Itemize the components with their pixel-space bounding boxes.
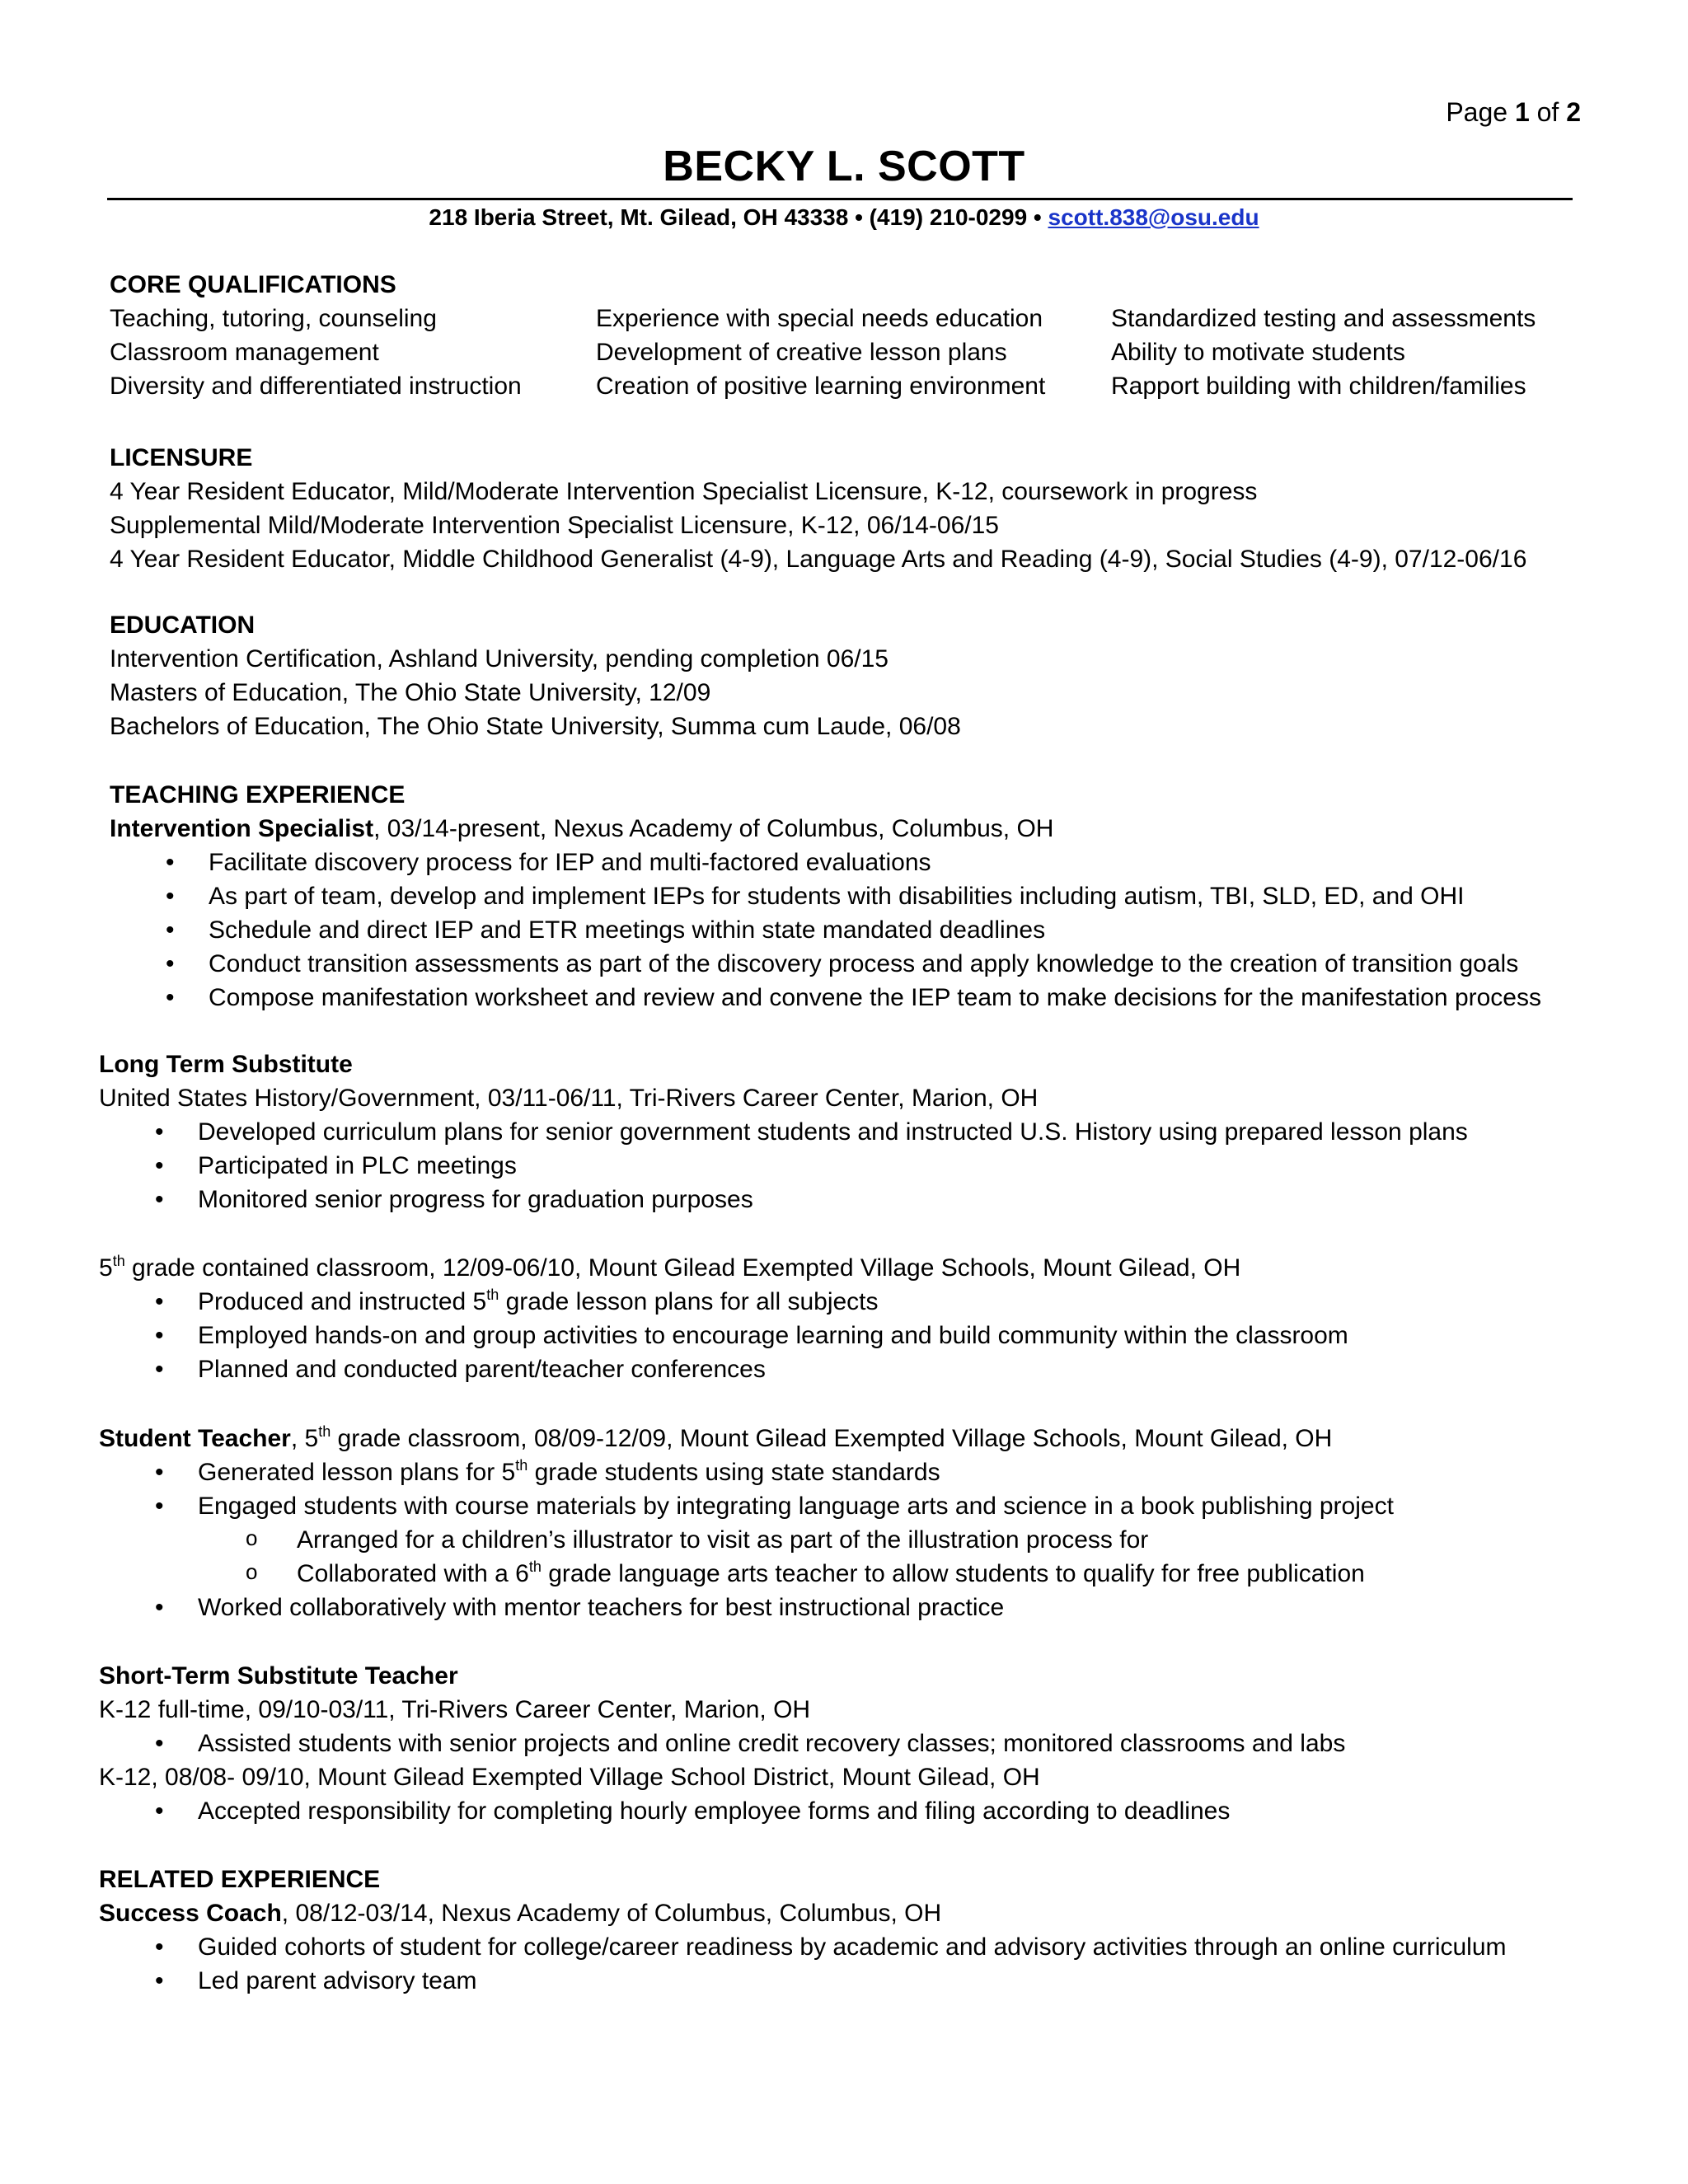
bullet-item: • Employed hands-on and group activities to encourage learning and build community within the classroom: [99, 1319, 1348, 1352]
licensure-item: 4 Year Resident Educator, Middle Childhood Generalist (4-9), Language Arts and Reading (4-9), Social Studies (4-9), 07/12-06/16: [110, 546, 1527, 573]
page-current: 1: [1514, 97, 1530, 127]
job-details: , 08/12-03/14, Nexus Academy of Columbus, Columbus, OH: [281, 1900, 942, 1927]
ordinal-suffix: th: [486, 1286, 499, 1303]
sub-bullet-item: [99, 1557, 1394, 1591]
job-bullets: [99, 1794, 1345, 1828]
bullet-item: • Led parent advisory team: [99, 1964, 1507, 1998]
licensure-item: 4 Year Resident Educator, Mild/Moderate Intervention Specialist Licensure, K-12, coursework in progress: [110, 478, 1258, 505]
job-role: Intervention Specialist: [110, 815, 374, 842]
core-item: Teaching, tutoring, counseling: [110, 305, 437, 332]
teaching-experience-section: [110, 778, 1541, 1015]
job-details: K-12 full-time, 09/10-03/11, Tri-Rivers Career Center, Marion, OH: [99, 1696, 811, 1723]
job-bullets: [110, 846, 1541, 1015]
bullet-item: [99, 1455, 1394, 1489]
ordinal-suffix: th: [318, 1423, 331, 1440]
ordinal-suffix: th: [112, 1253, 125, 1269]
bullet-item: • Accepted responsibility for completing hourly employee forms and filing according to deadlines: [99, 1794, 1345, 1828]
bullet-item: • Schedule and direct IEP and ETR meetings within state mandated deadlines: [110, 913, 1541, 947]
section-heading-licensure: LICENSURE: [110, 444, 253, 471]
bullet-item: • As part of team, develop and implement IEPs for students with disabilities including autism, TBI, SLD, ED, and OHI: [110, 879, 1541, 913]
job-bullets: [99, 1455, 1394, 1523]
job-title-line: [99, 1422, 1394, 1455]
core-item: Ability to motivate students: [1111, 339, 1405, 366]
job-bullets: [99, 1727, 1345, 1760]
job-title-line: [99, 1251, 1348, 1285]
email-link[interactable]: scott.838@osu.edu: [1048, 204, 1259, 230]
bullet-item: • Guided cohorts of student for college/career readiness by academic and advisory activities through an online curriculum: [99, 1930, 1507, 1964]
job-title-line: [99, 1896, 1507, 1930]
job-details: K-12, 08/08- 09/10, Mount Gilead Exempted Village School District, Mount Gilead, OH: [99, 1764, 1040, 1791]
core-item: Diversity and differentiated instruction: [110, 373, 522, 400]
ordinal-suffix: th: [515, 1457, 528, 1474]
bullet-item: • Compose manifestation worksheet and review and convene the IEP team to make decisions for the manifestation process: [110, 981, 1541, 1015]
core-item: Classroom management: [110, 339, 379, 366]
bullet-item: • Worked collaboratively with mentor teachers for best instructional practice: [99, 1591, 1394, 1624]
licensure-section: [110, 441, 1526, 576]
job-short-term-substitute: [99, 1659, 1345, 1828]
bullet-item: • Participated in PLC meetings: [99, 1149, 1468, 1183]
job-bullets: [99, 1115, 1468, 1216]
job-title-line: [110, 812, 1541, 846]
bullet-item: • Assisted students with senior projects and online credit recovery classes; monitored classrooms and labs: [99, 1727, 1345, 1760]
page-of: of: [1536, 97, 1559, 127]
bullet-item: • Monitored senior progress for graduation purposes: [99, 1183, 1468, 1216]
job-bullets: [99, 1930, 1507, 1998]
bullet-text: grade students using state standards: [528, 1459, 940, 1486]
education-item: Bachelors of Education, The Ohio State University, Summa cum Laude, 06/08: [110, 713, 961, 740]
job-details: grade classroom, 08/09-12/09, Mount Gilead Exempted Village Schools, Mount Gilead, OH: [331, 1425, 1333, 1452]
job-role: Short-Term Substitute Teacher: [99, 1662, 458, 1690]
contact-address: 218 Iberia Street, Mt. Gilead, OH 43338 • (419) 210-0299 •: [429, 204, 1042, 230]
bullet-item: • Planned and conducted parent/teacher conferences: [99, 1352, 1348, 1386]
bullet-text: Generated lesson plans for 5: [198, 1459, 516, 1486]
licensure-item: Supplemental Mild/Moderate Intervention Specialist Licensure, K-12, 06/14-06/15: [110, 512, 999, 539]
core-item: Rapport building with children/families: [1111, 373, 1526, 400]
job-role: Success Coach: [99, 1900, 282, 1927]
core-item: Experience with special needs education: [596, 305, 1043, 332]
contact-line: [0, 202, 1688, 233]
job-details: , 03/14-present, Nexus Academy of Columbus, Columbus, OH: [373, 815, 1054, 842]
section-heading-related: RELATED EXPERIENCE: [99, 1866, 381, 1893]
bullet-text: grade lesson plans for all subjects: [499, 1288, 879, 1315]
education-item: Intervention Certification, Ashland University, pending completion 06/15: [110, 645, 889, 673]
job-details: grade contained classroom, 12/09-06/10, Mount Gilead Exempted Village Schools, Mount Gilead, OH: [124, 1254, 1241, 1282]
core-item: Creation of positive learning environment: [596, 373, 1046, 400]
sub-bullets: [99, 1523, 1394, 1591]
job-student-teacher: [99, 1422, 1394, 1624]
job-long-term-substitute: [99, 1047, 1468, 1216]
sub-bullet-item: o Arranged for a children’s illustrator to visit as part of the illustration process for: [99, 1523, 1394, 1557]
grade-number: 5: [99, 1254, 113, 1282]
page-total: 2: [1566, 97, 1581, 127]
bullet-item: • Conduct transition assessments as part of the discovery process and apply knowledge to the creation of transition goals: [110, 947, 1541, 981]
bullet-text: Collaborated with a 6: [297, 1560, 529, 1587]
core-qualifications-grid: [110, 302, 1581, 403]
bullet-item: • Engaged students with course materials by integrating language arts and science in a book publishing project: [99, 1489, 1394, 1523]
header-divider: [107, 198, 1573, 200]
core-item: Standardized testing and assessments: [1111, 305, 1536, 332]
job-details: United States History/Government, 03/11-06/11, Tri-Rivers Career Center, Marion, OH: [99, 1085, 1039, 1112]
resume-name: BECKY L. SCOTT: [663, 143, 1025, 190]
job-details: , 5: [290, 1425, 319, 1452]
job-bullets: [99, 1591, 1394, 1624]
related-experience-section: [99, 1863, 1507, 1998]
section-heading-education: EDUCATION: [110, 612, 256, 639]
job-role: Student Teacher: [99, 1425, 291, 1452]
job-role: Long Term Substitute: [99, 1051, 353, 1078]
page-number: [1446, 96, 1581, 129]
section-heading-core: CORE QUALIFICATIONS: [110, 271, 396, 298]
core-item: Development of creative lesson plans: [596, 339, 1007, 366]
bullet-text: Produced and instructed 5: [198, 1288, 487, 1315]
bullet-item: • Facilitate discovery process for IEP and multi-factored evaluations: [110, 846, 1541, 879]
education-section: [110, 608, 961, 743]
job-5th-grade-contained: [99, 1251, 1348, 1386]
ordinal-suffix: th: [528, 1558, 542, 1575]
bullet-text: grade language arts teacher to allow students to qualify for free publication: [541, 1560, 1365, 1587]
education-item: Masters of Education, The Ohio State University, 12/09: [110, 679, 711, 706]
core-qualifications-section: [110, 268, 1581, 403]
section-heading-teaching: TEACHING EXPERIENCE: [110, 781, 406, 808]
bullet-item: [99, 1285, 1348, 1319]
bullet-item: • Developed curriculum plans for senior government students and instructed U.S. History using prepared lesson plans: [99, 1115, 1468, 1149]
job-bullets: [99, 1285, 1348, 1386]
page-label: Page: [1446, 97, 1508, 127]
